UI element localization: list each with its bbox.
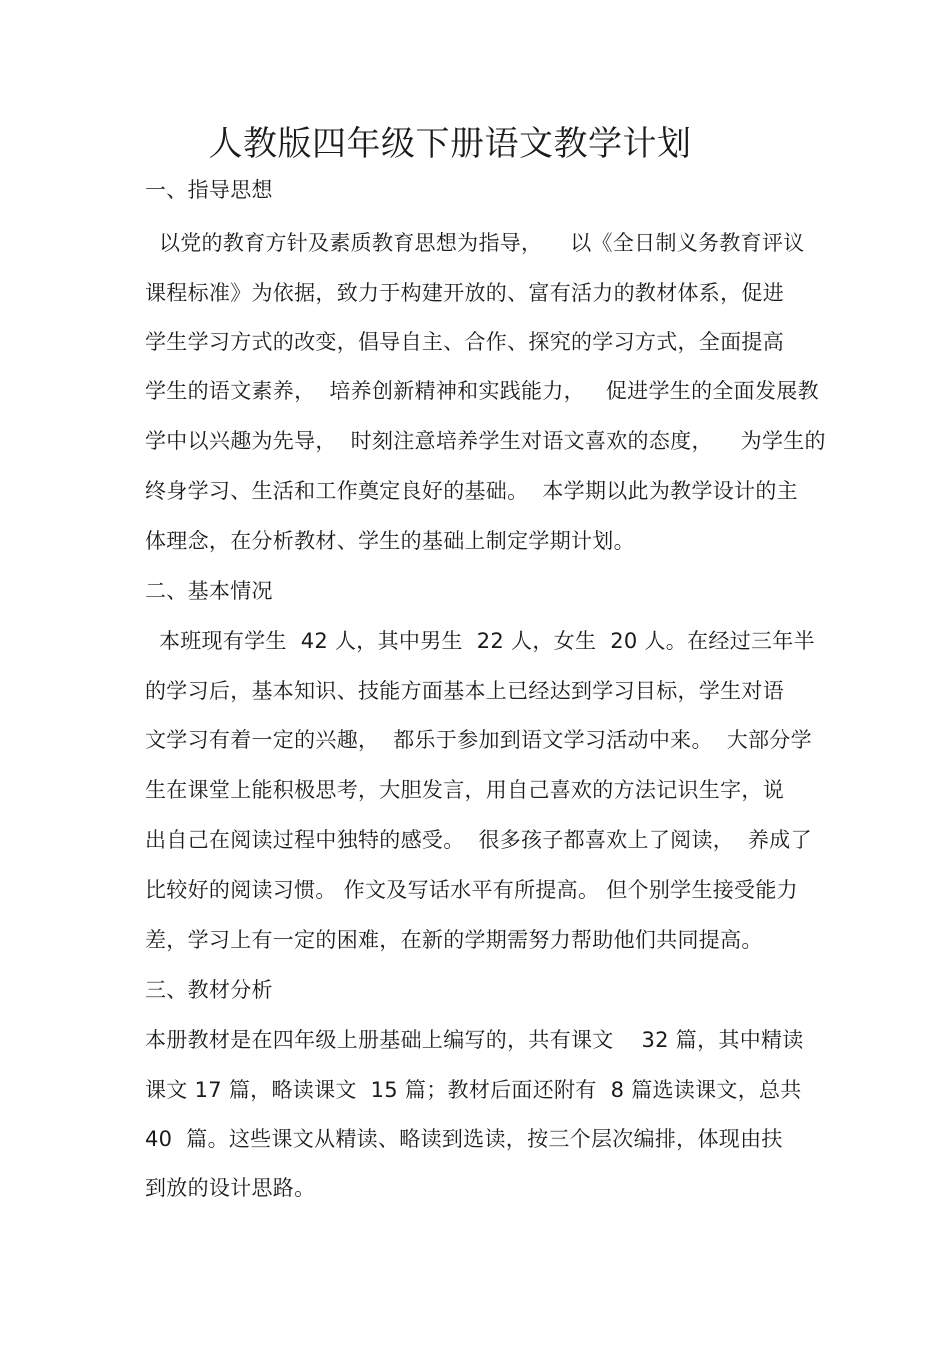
paragraph-line: 40 篇。这些课文从精读、略读到选读，按三个层次编排，体现由扶	[145, 1127, 783, 1151]
paragraph-line: 课文 17 篇，略读课文 15 篇；教材后面还附有 8 篇选读课文，总共	[145, 1078, 802, 1102]
paragraph-line: 本班现有学生 42 人，其中男生 22 人，女生 20 人。在经过三年半	[145, 629, 815, 653]
paragraph-line: 学中以兴趣为先导， 时刻注意培养学生对语文喜欢的态度， 为学生的	[145, 429, 826, 453]
paragraph-line: 到放的设计思路。	[145, 1176, 316, 1200]
section-heading-basic-situation: 二、基本情况	[145, 579, 273, 603]
paragraph-line: 课程标准》为依据，致力于构建开放的、富有活力的教材体系，促进	[145, 281, 784, 305]
section-heading-textbook-analysis: 三、教材分析	[145, 978, 273, 1002]
paragraph-line: 生在课堂上能积极思考，大胆发言，用自己喜欢的方法记识生字，说	[145, 778, 784, 802]
paragraph-line: 出自己在阅读过程中独特的感受。 很多孩子都喜欢上了阅读， 养成了	[145, 828, 812, 852]
section-heading-guiding-ideology: 一、指导思想	[145, 178, 273, 202]
paragraph-line: 体理念，在分析教材、学生的基础上制定学期计划。	[145, 529, 635, 553]
paragraph-line: 本册教材是在四年级上册基础上编写的，共有课文 32 篇，其中精读	[145, 1028, 804, 1052]
paragraph-line: 以党的教育方针及素质教育思想为指导， 以《全日制义务教育评议	[145, 231, 805, 255]
paragraph-line: 差，学习上有一定的困难，在新的学期需努力帮助他们共同提高。	[145, 928, 763, 952]
paragraph-line: 文学习有着一定的兴趣， 都乐于参加到语文学习活动中来。 大部分学	[145, 728, 812, 752]
paragraph-line: 终身学习、生活和工作奠定良好的基础。 本学期以此为教学设计的主	[145, 479, 798, 503]
paragraph-line: 学生学习方式的改变，倡导自主、合作、探究的学习方式，全面提高	[145, 330, 784, 354]
document-title: 人教版四年级下册语文教学计划	[208, 124, 692, 164]
paragraph-line: 的学习后，基本知识、技能方面基本上已经达到学习目标，学生对语	[145, 679, 784, 703]
paragraph-line: 比较好的阅读习惯。 作文及写话水平有所提高。 但个别学生接受能力	[145, 878, 798, 902]
paragraph-line: 学生的语文素养， 培养创新精神和实践能力， 促进学生的全面发展教	[145, 379, 819, 403]
